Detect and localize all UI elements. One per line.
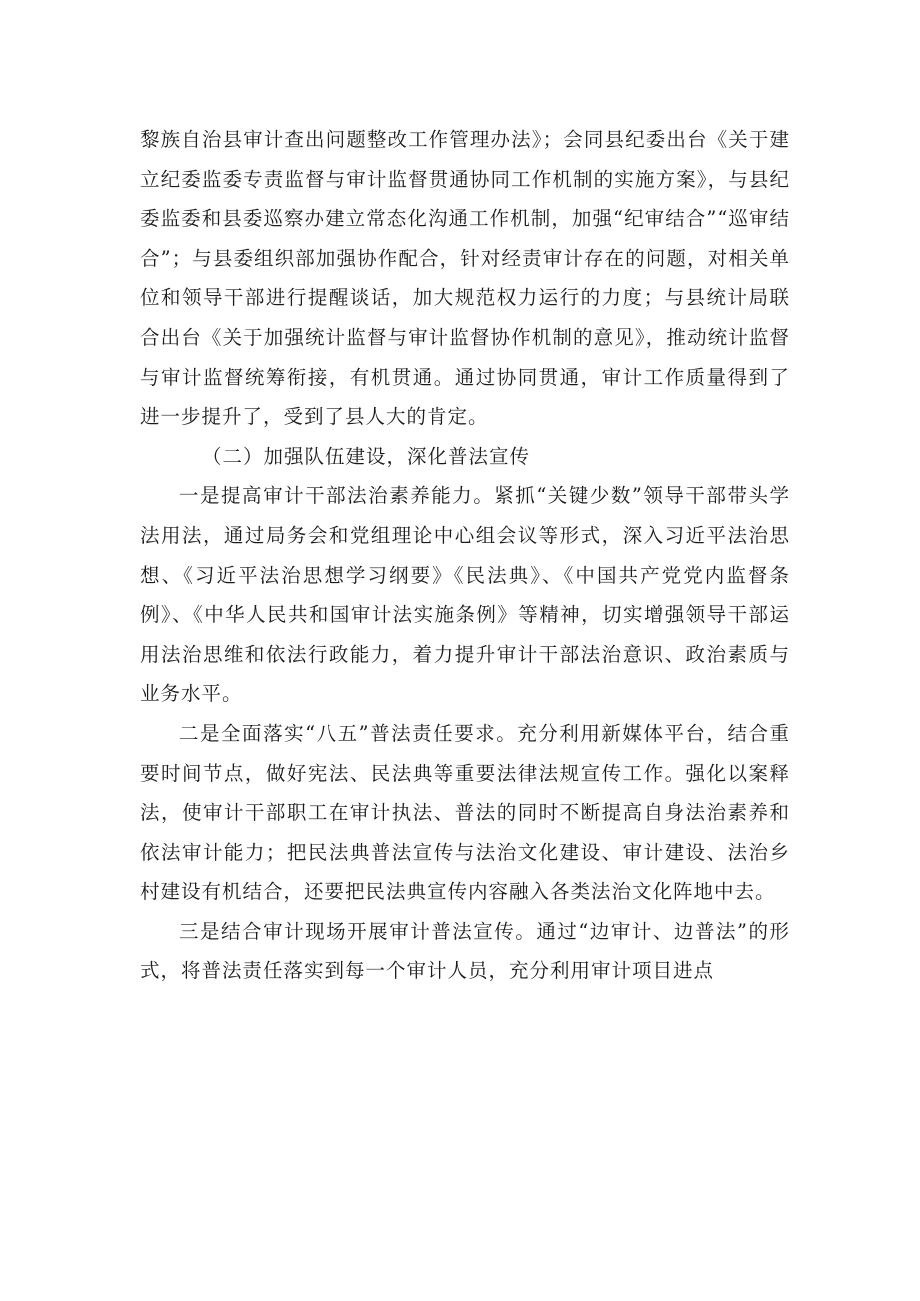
paragraph-eighth-five-year-law-popularization: 二是全面落实“八五”普法责任要求。充分利用新媒体平台，结合重要时间节点，做好宪法、民法典等重要法律法规宣传工作。强化以案释法，使审计干部职工在审计执法、普法的同时不断提高自身法治素养和依法审计能力；把民法典普法宣传与法治文化建设、审计建设、法治乡村建设有机结合，还要把民法典宣传内容融入各类法治文化阵地中去。 bbox=[140, 721, 790, 904]
section-heading-team-building: （二）加强队伍建设，深化普法宣传 bbox=[202, 444, 531, 468]
paragraph-legal-literacy: 一是提高审计干部法治素养能力。紧抓“关键少数”领导干部带头学法用法，通过局务会和党组理论中心组会议等形式，深入习近平法治思想、《习近平法治思想学习纲要》《民法典》、《中国共产党党内监督条例》、《中华人民共和国审计法实施条例》等精神，切实增强领导干部运用法治思维和依法行政能力，着力提升审计干部法治意识、政治素质与业务水平。 bbox=[140, 484, 790, 706]
paragraph-onsite-audit-law-publicity: 三是结合审计现场开展审计普法宣传。通过“边审计、边普法”的形式，将普法责任落实到每一个审计人员，充分利用审计项目进点 bbox=[140, 919, 790, 983]
paragraph-continued-cooperation: 黎族自治县审计查出问题整改工作管理办法》；会同县纪委出台《关于建立纪委监委专责监督与审计监督贯通协同工作机制的实施方案》，与县纪委监委和县委巡察办建立常态化沟通工作机制，加强“纪审结合”“巡审结合”；与县委组织部加强协作配合，针对经责审计存在的问题，对相关单位和领导干部进行提醒谈话，加大规范权力运行的力度；与县统计局联合出台《关于加强统计监督与审计监督协作机制的意见》，推动统计监督与审计监督统筹衔接，有机贯通。通过协同贯通，审计工作质量得到了进一步提升了，受到了县人大的肯定。 bbox=[140, 128, 790, 429]
document-body bbox=[140, 120, 790, 991]
